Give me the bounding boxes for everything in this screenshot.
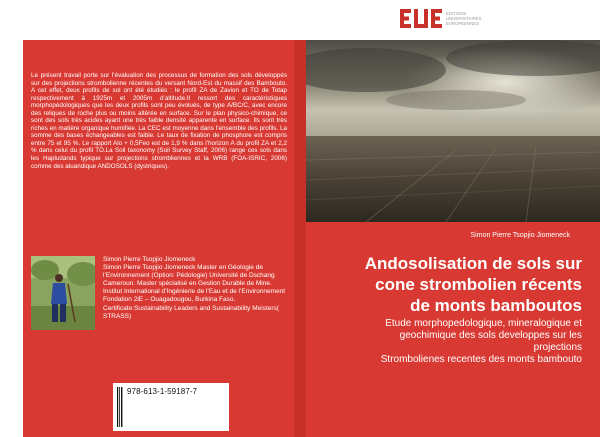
publisher-line-1: EDITIONS (446, 11, 467, 16)
back-cover-summary: Le présent travail porte sur l’évaluation des processus de formation des sols développés sur des projections strombolienne récentes du versant Nord-Est du massif des Bambouto. A cet effet, deux profils de sol ont été étudiés : le profil ZA de Zavion et TO de Totap respectivement à 1925m et 2005m d’altitude.Il ressort des caractéristiques morphopédologiques que les deux profils sont peu évolués, de type A/BC/C, avec encore des reliques de roche plus ou moins altérée en surface. Sur le plan physico-chimique, ce sont des sols très acides ayant une très faible densité apparente en surface. Ils sont très riches en matière organique humifiée. La CEC est moyenne dans l’ensemble des profils. La somme des bases échangeables est faible. Le taux de fixation de phosphore est compris entre 75 et 95 %. Le rapport Alo + 0,5Feo est de 1,9 % dans l’horizon A du profil ZA et 2,2 % dans celui du profil TO.La Soil taxonomy (Soil Survey Staff, 2006) range ces sols dans les Hapludands typique sur projections strombliennes et la WRB (FOA-ISRIC, 2006) comme des aluandique ANDOSOLS (dystriques). (31, 72, 287, 170)
front-cover-photo (306, 40, 600, 222)
book-subtitle-line-2: geochimique des sols developpes sur les (399, 330, 582, 341)
front-cover-author: Simon Pierre Tsopjio Jiomeneck (470, 232, 570, 239)
publisher-name (446, 12, 506, 27)
publisher-logo (397, 5, 502, 32)
author-photo (31, 256, 95, 330)
author-photo-image (31, 256, 95, 330)
publisher-line-2: UNIVERSITAIRES (446, 15, 482, 21)
back-cover (23, 40, 294, 437)
author-bio (103, 256, 289, 321)
landscape-image (306, 40, 600, 222)
isbn-box (113, 383, 229, 431)
book-subtitle-line-3: projections (533, 342, 582, 353)
book-subtitle (306, 318, 582, 366)
book-title-line-1: Andosolisation de sols sur (364, 254, 582, 273)
spine (294, 40, 306, 437)
isbn-number: 978-613-1-59187-7 (127, 387, 198, 396)
author-bio-text: Simon Pierre Tsopjio Jiomeneck Master en Géologie de l’Environnement (Option: Pédologie) Université de Dschang Cameroun. Master spécialisé en Gestion Durable de Mine. Institut International d’Ingénierie de l’Eau et de l’Environnement Fondation 2iE – Ouagadougou, Burkina Faso. Certificate:Sustainability Leaders and Sustainability Meisters( STRASS) (103, 264, 286, 320)
book-subtitle-line-4: Strombolienes recentes des monts bambouto (380, 354, 582, 365)
book-title (306, 253, 582, 316)
publisher-logo-mark (397, 5, 445, 32)
barcode-icon (117, 387, 123, 427)
publisher-line-3: EUROPEENNES (446, 20, 479, 26)
author-bio-name: Simon Pierre Tsopjio Jiomeneck (103, 256, 196, 263)
book-title-line-2: cone strombolien récents (375, 275, 582, 294)
book-subtitle-line-1: Etude morphopedologique, mineralogique et (385, 318, 582, 329)
book-title-line-3: de monts bamboutos (410, 296, 582, 315)
